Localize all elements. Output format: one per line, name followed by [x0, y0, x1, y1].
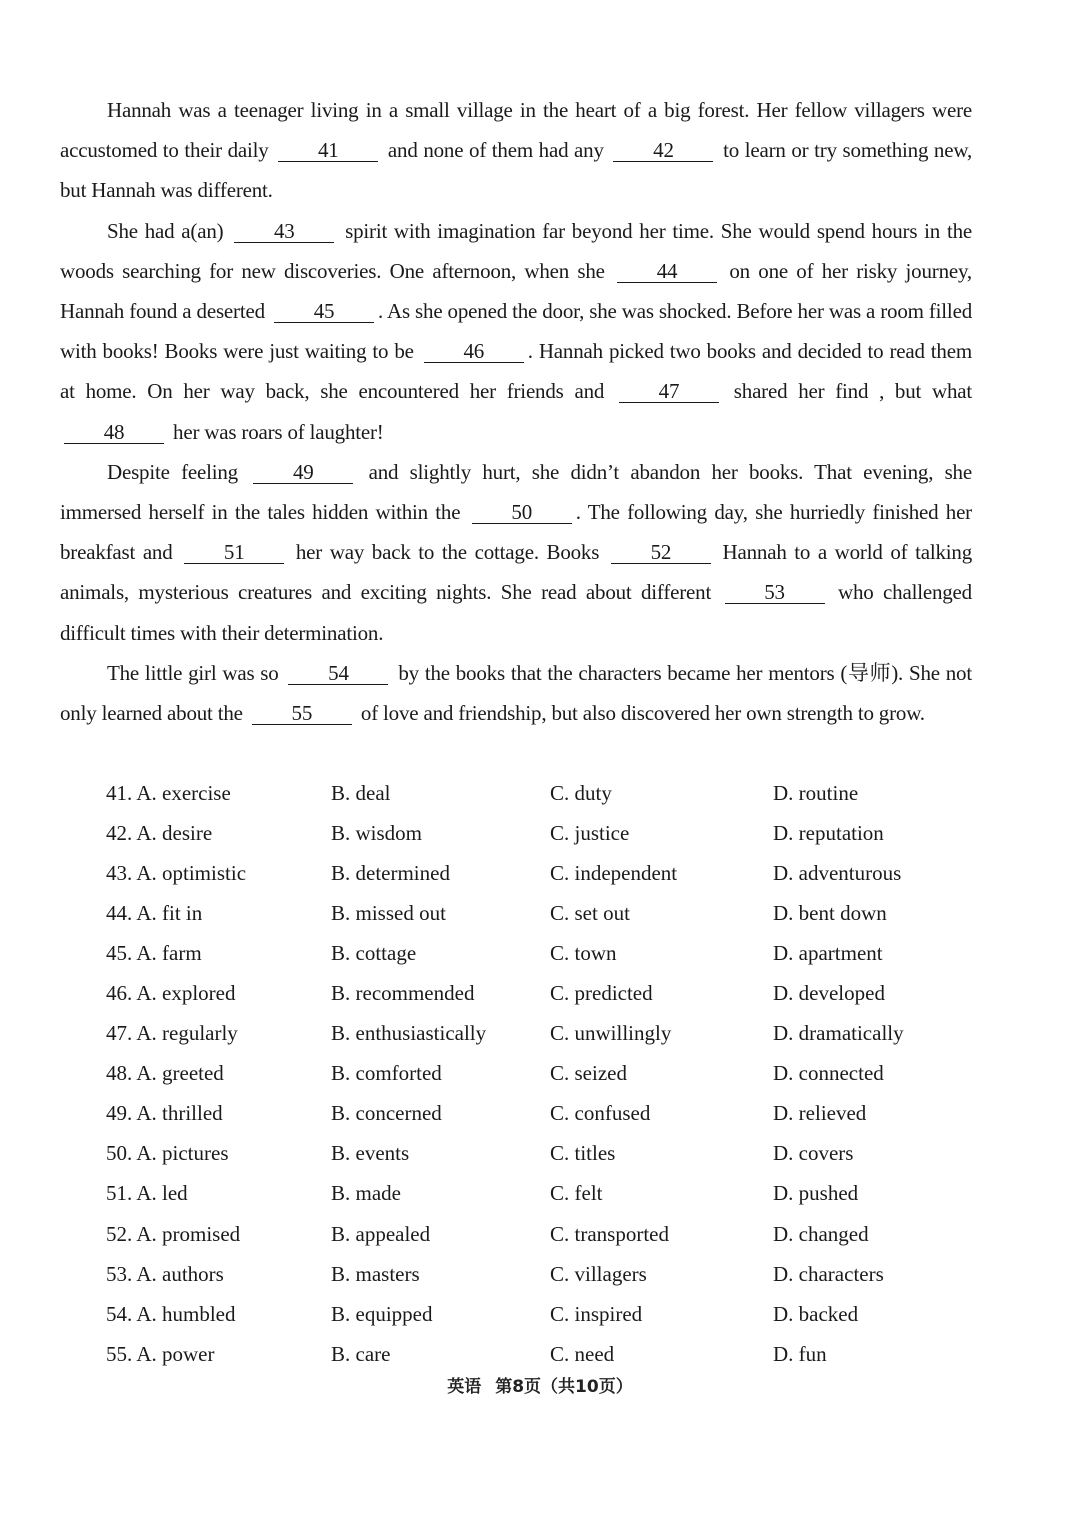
question-number: 44. — [106, 901, 133, 926]
option-a — [106, 1141, 229, 1166]
answer-blank: 43 — [234, 220, 334, 243]
passage-text: The little girl was so — [107, 660, 285, 685]
passage-text: Hannah was a teenager living in a small village in the heart of a big forest. Her fellow villagers were accustomed to their daily — [60, 98, 972, 163]
option-a — [106, 1181, 188, 1206]
question-number: 51. — [106, 1181, 133, 1206]
option-b: B. enthusiastically — [331, 1021, 487, 1046]
option-a — [106, 1262, 224, 1287]
option-a — [106, 981, 235, 1006]
option-a — [106, 781, 231, 806]
option-c: C. confused — [550, 1101, 651, 1126]
question-row — [106, 974, 1006, 1014]
cloze-passage — [60, 90, 972, 733]
option-a — [106, 901, 202, 926]
answer-blank: 53 — [725, 581, 825, 604]
option-text: A. greeted — [136, 1061, 224, 1086]
option-d: D. covers — [773, 1141, 854, 1166]
option-d: D. routine — [773, 781, 859, 805]
option-d: D. relieved — [773, 1101, 867, 1126]
option-b: B. made — [331, 1181, 401, 1206]
answer-blank: 42 — [613, 139, 713, 162]
question-number: 48. — [106, 1061, 133, 1086]
passage-paragraph — [60, 653, 972, 733]
question-number: 46. — [106, 981, 133, 1006]
option-d: D. apartment — [773, 941, 883, 966]
question-row — [106, 1014, 1006, 1054]
question-row — [106, 934, 1006, 974]
passage-text: of love and friendship, but also discovered her own strength to grow. — [355, 701, 925, 726]
footer-subject: 英语 — [447, 1377, 482, 1397]
passage-text: Despite feeling — [107, 459, 250, 484]
option-a — [106, 1302, 236, 1327]
option-b: B. care — [331, 1341, 391, 1366]
question-number: 54. — [106, 1301, 133, 1326]
option-a — [106, 1021, 238, 1046]
passage-text: spirit with imagination far beyond her time. She would spend hours in the woods searching for new discoveries. One afternoon, when she — [60, 218, 972, 283]
question-row — [106, 1255, 1006, 1295]
passage-text: and none of them had any — [382, 138, 610, 163]
passage-paragraph — [60, 211, 972, 452]
question-row — [106, 774, 1006, 814]
question-number: 53. — [106, 1261, 133, 1286]
option-d: D. reputation — [773, 821, 884, 846]
passage-text: on one of her risky journey, Hannah found a deserted — [60, 258, 972, 324]
answer-blank: 51 — [184, 541, 284, 564]
question-number: 47. — [106, 1021, 133, 1046]
question-row — [106, 1295, 1006, 1335]
option-d: D. dramatically — [773, 1021, 904, 1046]
answer-blank: 50 — [472, 501, 572, 524]
passage-text: She had a(an) — [107, 218, 231, 243]
question-row — [106, 1335, 1006, 1375]
option-b: B. concerned — [331, 1101, 442, 1126]
option-b: B. recommended — [331, 981, 475, 1006]
option-a — [106, 821, 212, 846]
footer-page-number: 第8页（共10页） — [495, 1377, 633, 1397]
option-d: D. pushed — [773, 1181, 859, 1206]
option-text: A. thrilled — [136, 1101, 223, 1126]
question-number: 41. — [106, 781, 133, 805]
question-row — [106, 1134, 1006, 1174]
question-row — [106, 1054, 1006, 1094]
question-number: 45. — [106, 941, 133, 966]
option-b: B. comforted — [331, 1061, 442, 1086]
option-d: D. bent down — [773, 901, 887, 926]
option-text: A. desire — [136, 821, 213, 846]
option-a — [106, 941, 202, 966]
option-b: B. cottage — [331, 941, 417, 966]
question-number: 50. — [106, 1141, 133, 1166]
answer-blank: 44 — [617, 260, 717, 283]
option-b: B. wisdom — [331, 821, 423, 846]
passage-text: . The following day, she hurriedly finished her breakfast and — [60, 500, 972, 565]
option-b: B. deal — [331, 781, 391, 805]
option-d: D. developed — [773, 981, 885, 1006]
option-d: D. adventurous — [773, 861, 902, 886]
option-text: A. exercise — [136, 781, 231, 805]
option-b: B. events — [331, 1141, 410, 1166]
answer-blank: 52 — [611, 541, 711, 564]
passage-text: who challenged difficult times with their determination. — [60, 580, 972, 645]
options-list — [106, 774, 1006, 1375]
option-c: C. duty — [550, 781, 612, 805]
option-c: C. town — [550, 941, 617, 966]
passage-text: her was roars of laughter! — [168, 419, 384, 444]
question-row — [106, 894, 1006, 934]
answer-blank: 47 — [619, 380, 719, 403]
option-d: D. characters — [773, 1261, 884, 1286]
question-row — [106, 1174, 1006, 1214]
option-c: C. set out — [550, 901, 630, 926]
answer-blank: 45 — [274, 300, 374, 323]
question-number: 55. — [106, 1341, 133, 1366]
option-text: A. farm — [136, 941, 202, 966]
option-c: C. independent — [550, 861, 678, 886]
passage-text: shared her find , but what — [722, 379, 972, 404]
option-text: A. explored — [136, 981, 236, 1006]
answer-blank: 46 — [424, 340, 524, 363]
option-a — [106, 1101, 223, 1126]
question-row — [106, 814, 1006, 854]
option-c: C. need — [550, 1341, 615, 1366]
option-d: D. connected — [773, 1061, 884, 1086]
option-c: C. justice — [550, 821, 630, 846]
answer-blank: 41 — [278, 139, 378, 162]
option-text: A. humbled — [136, 1301, 236, 1326]
option-text: A. authors — [136, 1261, 224, 1286]
passage-text: . As she opened the door, she was shocked. Before her was a room filled with books! Books were just waiting to be — [60, 299, 972, 364]
option-c: C. predicted — [550, 981, 653, 1006]
option-b: B. determined — [331, 861, 450, 886]
option-a — [106, 861, 246, 886]
passage-text: Hannah to a world of talking animals, mysterious creatures and exciting nights. She read about different — [60, 540, 972, 605]
question-row — [106, 1215, 1006, 1255]
option-b: B. missed out — [331, 901, 446, 926]
answer-blank: 54 — [288, 662, 388, 685]
option-text: A. optimistic — [136, 861, 247, 886]
option-c: C. titles — [550, 1141, 616, 1166]
option-a — [106, 1342, 215, 1367]
passage-text: . Hannah picked two books and decided to read them at home. On her way back, she encountered her friends and — [60, 339, 972, 404]
option-a — [106, 1061, 224, 1086]
answer-blank: 55 — [252, 702, 352, 725]
option-c: C. felt — [550, 1181, 603, 1206]
question-number: 42. — [106, 821, 133, 846]
option-text: A. led — [136, 1181, 188, 1206]
answer-blank: 48 — [64, 421, 164, 444]
question-number: 43. — [106, 861, 133, 886]
option-c: C. inspired — [550, 1301, 643, 1326]
option-d: D. backed — [773, 1301, 859, 1326]
passage-paragraph — [60, 90, 972, 211]
option-d: D. changed — [773, 1221, 869, 1246]
question-row — [106, 1094, 1006, 1134]
option-c: C. unwillingly — [550, 1021, 672, 1046]
option-text: A. pictures — [136, 1141, 229, 1166]
option-text: A. power — [136, 1341, 215, 1366]
passage-text: to learn or try something new, but Hannah was different. — [60, 138, 973, 203]
option-b: B. equipped — [331, 1301, 433, 1326]
option-text: A. promised — [136, 1221, 241, 1246]
option-a — [106, 1222, 240, 1247]
option-c: C. villagers — [550, 1261, 647, 1286]
passage-paragraph — [60, 452, 972, 653]
option-d: D. fun — [773, 1341, 827, 1366]
question-number: 52. — [106, 1221, 133, 1246]
option-text: A. regularly — [136, 1021, 238, 1046]
passage-text: and slightly hurt, she didn’t abandon her books. That evening, she immersed herself in the tales hidden within the — [60, 459, 972, 525]
passage-text: her way back to the cottage. Books — [288, 540, 607, 565]
question-row — [106, 854, 1006, 894]
question-number: 49. — [106, 1101, 133, 1126]
passage-text: by the books that the characters became her mentors (导师). She not only learned about the — [60, 660, 972, 726]
option-b: B. appealed — [331, 1221, 431, 1246]
option-c: C. transported — [550, 1221, 669, 1246]
option-b: B. masters — [331, 1261, 420, 1286]
option-c: C. seized — [550, 1061, 627, 1086]
option-text: A. fit in — [136, 901, 203, 926]
page-footer — [0, 1372, 1080, 1397]
answer-blank: 49 — [253, 461, 353, 484]
